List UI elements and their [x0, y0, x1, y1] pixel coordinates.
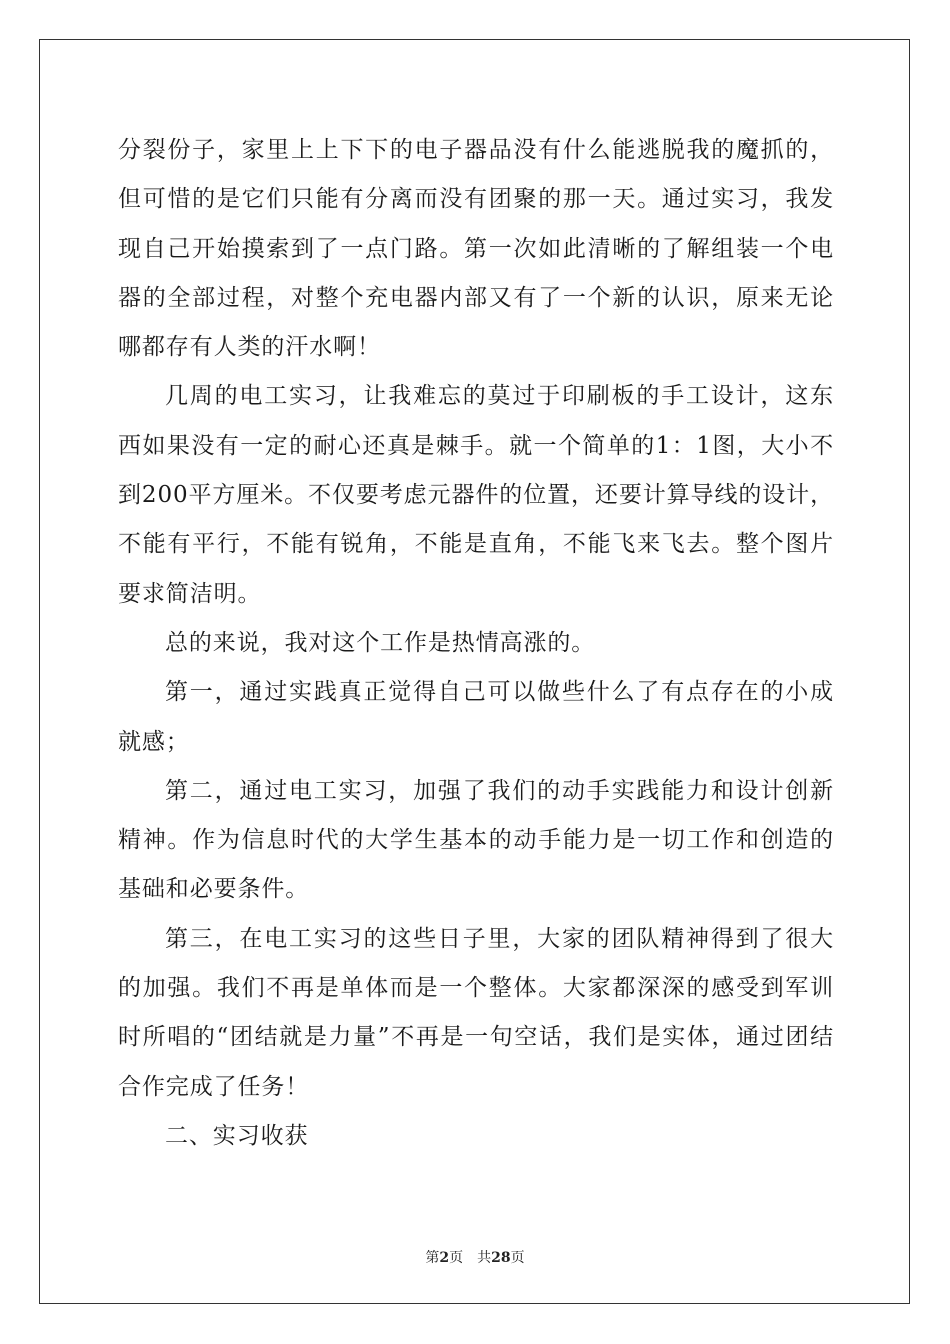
document-body	[118, 126, 834, 1161]
paragraph-point-three: 第三，在电工实习的这些日子里，大家的团队精神得到了很大的加强。我们不再是单体而是一个整体。大家都深深的感受到军训时所唱的“团结就是力量”不再是一句空话，我们是实体，通过团结合作完成了任务！	[118, 925, 834, 1100]
total-pages: 28	[491, 1250, 511, 1266]
section-heading-gains: 二、实习收获	[165, 1122, 309, 1149]
paragraph-continuation: 分裂份子，家里上上下下的电子器品没有什么能逃脱我的魔抓的，但可惜的是它们只能有分离而没有团聚的那一天。通过实习，我发现自己开始摸索到了一点门路。第一次如此清晰的了解组装一个电器的全部过程，对整个充电器内部又有了一个新的认识，原来无论哪都存有人类的汗水啊！	[118, 137, 834, 361]
page-prefix: 第	[425, 1250, 440, 1266]
page-suffix: 页	[449, 1250, 464, 1266]
total-prefix: 共	[477, 1250, 492, 1266]
page-number: 2	[439, 1250, 450, 1266]
paragraph-summary: 总的来说，我对这个工作是热情高涨的。	[165, 629, 596, 656]
page-footer	[0, 1247, 950, 1267]
total-suffix: 页	[510, 1250, 525, 1266]
paragraph-pcb-design: 几周的电工实习，让我难忘的莫过于印刷板的手工设计，这东西如果没有一定的耐心还真是棘手。就一个简单的1：1图，大小不到200平方厘米。不仅要考虑元器件的位置，还要计算导线的设计，不能有平行，不能有锐角，不能是直角，不能飞来飞去。整个图片要求简洁明。	[118, 383, 834, 607]
paragraph-point-two: 第二，通过电工实习，加强了我们的动手实践能力和设计创新精神。作为信息时代的大学生基本的动手能力是一切工作和创造的基础和必要条件。	[118, 777, 834, 903]
paragraph-point-one: 第一，通过实践真正觉得自己可以做些什么了有点存在的小成就感；	[118, 679, 834, 755]
